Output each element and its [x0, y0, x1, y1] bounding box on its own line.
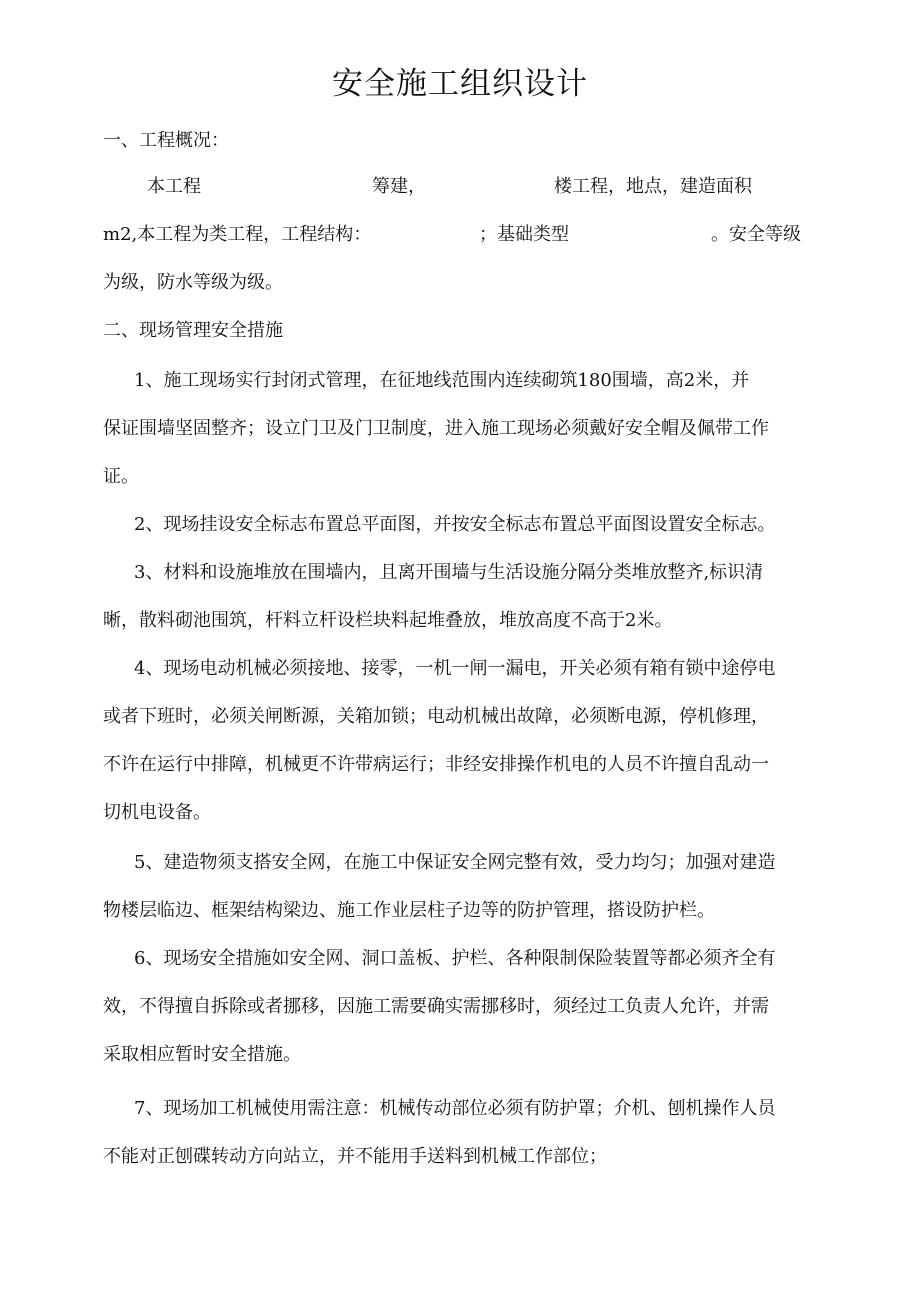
document-title: 安全施工组织设计	[332, 66, 588, 102]
paragraph-line: 7、现场加工机械使用需注意：机械传动部位必须有防护罩；介机、刨机操作人员	[134, 1098, 776, 1119]
paragraph-line: 5、建造物须支搭安全网，在施工中保证安全网完整有效，受力均匀；加强对建造	[134, 852, 776, 873]
section2-heading: 二、现场管理安全措施	[103, 320, 283, 341]
paragraph-line: 不能对正刨碟转动方向站立，并不能用手送料到机械工作部位；	[103, 1146, 607, 1167]
section1-line2-part-b: ；基础类型	[479, 224, 569, 245]
section1-line1-part-c: 楼工程，地点，建造面积	[554, 176, 752, 197]
paragraph-line: 不许在运行中排障，机械更不许带病运行；非经安排操作机电的人员不许擅自乱动一	[103, 754, 769, 775]
section1-line2	[103, 222, 843, 248]
paragraph-line: 晰，散料砌池围筑，杆料立杆设栏块料起堆叠放，堆放高度不高于2米。	[103, 610, 673, 631]
paragraph-line: 保证围墙坚固整齐；设立门卫及门卫制度，进入施工现场必须戴好安全帽及佩带工作	[103, 418, 769, 439]
section1-line2-part-c: 。安全等级	[711, 224, 801, 245]
paragraph-line: 切机电设备。	[103, 802, 211, 823]
paragraph-line: 或者下班时，必须关闸断源，关箱加锁；电动机械出故障，必须断电源，停机修理，	[103, 706, 769, 727]
section1-heading: 一、工程概况：	[103, 130, 229, 151]
paragraph-line: 1、施工现场实行封闭式管理，在征地线范围内连续砌筑180围墙，高2米，并	[134, 370, 750, 391]
section1-line1-part-a: 本工程	[147, 176, 201, 197]
section1-line2-part-a: m2,本工程为类工程，工程结构：	[103, 224, 372, 245]
paragraph-line: 物楼层临边、框架结构梁边、施工作业层柱子边等的防护管理，搭设防护栏。	[103, 900, 715, 921]
paragraph-line: 效，不得擅自拆除或者挪移，因施工需要确实需挪移时，须经过工负责人允许，并需	[103, 996, 769, 1017]
paragraph-line: 6、现场安全措施如安全网、洞口盖板、护栏、各种限制保险装置等都必须齐全有	[134, 948, 776, 969]
section1-line1-part-b: 筹建，	[372, 176, 426, 197]
paragraph-line: 2、现场挂设安全标志布置总平面图，并按安全标志布置总平面图设置安全标志。	[134, 514, 776, 535]
paragraph-line: 4、现场电动机械必须接地、接零，一机一闸一漏电，开关必须有箱有锁中途停电	[134, 658, 776, 679]
paragraph-line: 3、材料和设施堆放在围墙内，且离开围墙与生活设施分隔分类堆放整齐,标识清	[134, 562, 764, 583]
paragraph-line: 采取相应暂时安全措施。	[103, 1044, 301, 1065]
section1-line3: 为级，防水等级为级。	[103, 272, 283, 293]
paragraph-line: 证。	[103, 466, 139, 487]
section1-line1	[103, 174, 823, 200]
